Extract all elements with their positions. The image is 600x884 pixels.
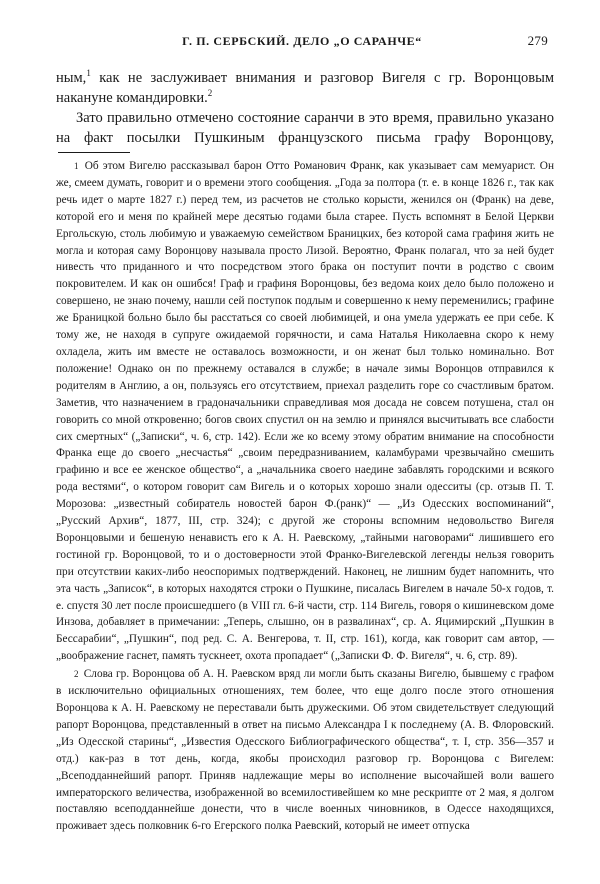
footnote-1-text: Об этом Вигелю рассказывал барон Отто Романович Франк, как указывает сам мемуарист. Он же, смеем думать, говорит и о времени этого сообщения. „Года за полтора (т. е. в конце 1826 г., так как речь идет о марте 1827 г.) перед тем, из расчетов не столько корысти, женился он (Франк) на деве, которой его и меня по крайней мере десятью годами была старее. Пусть вспомнят в Белой Церкви Ергольскую, столь любимую и уважаемую семейством Браницких, без которой сама графиня жить не могла и которая саму Воронцову называла просто Лизой. Вероятно, Франк полагал, что за ней будет нивесть что приданного и что посредством этого брака он поступит почти в родство с своим покровителем. И как он ошибся! Граф и графиня Воронцовы, без ведома коих дело было положено и совершено, не знаю почему, нашли сей поступок подлым и совершенно к нему переменились; графине же Браницкой больно было бы расстаться со своей любимицей, и она умела удержать ее при себе. К тому же, не находя в супруге ожидаемой горячности, и сама Наталья Николаевна скоро к нему охладела, жить им вместе не оставалось возможности, и он женат был только номинально. Вот положение! Однако он по прежнему оставался в службе; в начале зимы Воронцов отправился к родителям в Англию, а он, пользуясь его отсутствием, приехал разделить горе со счастливым братом. Заметив, что назначением в градоначальники справедливая моя досада не совсем потушена, стал он говорить со мной откровенно; богов своих спустил он на землю и принялся высчитывать все слабости сих смертных“ („Записки“, ч. 6, стр. 142). Если же ко всему этому обратим внимание на способности Франка еще до своего „несчастья“ „своим передразниванием, каламбурами чрезвычайно смешить графиню и все ее женское общество“, а „начальника своего наедине забавлять городскими и всякого рода вестями“, о котором говорит сам Вигель и о которых хорошо знали одесситы (ср. отзыв П. Т. Морозова: „известный собиратель новостей барон Ф.(ранк)“ — „Из Одесских воспоминаний“, „Русский Архив“, 1877, III, стр. 324); с другой же стороны вспомним недовольство Вигеля Воронцовыми и бешеную ненависть его к А. Н. Раевскому, „тайными наговорами“ лишившего его гостиной гр. Воронцовой, то и о достоверности этой Франко-Вигелевской легенды нельзя говорить при отсутствии каких-либо неоспоримых подтверждений. Наконец, не лишним будет напомнить, что эта часть „Записок“, в которых находятся строки о Пушкине, писалась Вигелем в начале 50-х годов, т. е. спустя 30 лет после происшедшего (в VIII гл. 6-й части, стр. 114 Вигель, говоря о кишиневском доме Инзова, добавляет в примечании: „Теперь, слышно, он в развалинах“, ср. А. Яцимирский „Пушкин в Бессарабии“, „Пушкин“, под ред. С. А. Венгерова, т. II, стр. 161), когда, как говорит сам автор, — „воображение гаснет, память тускнеет, охота пропадает“ („Записки Ф. Ф. Вигеля“, ч. 6, стр. 89). <box>56 160 554 663</box>
page-header <box>56 34 548 50</box>
running-head: Г. П. СЕРБСКИЙ. ДЕЛО „О САРАНЧЕ“ <box>182 34 422 48</box>
footnote-2-mark: 2 <box>74 669 79 680</box>
footnote-2-text: Слова гр. Воронцова об А. Н. Раевском вряд ли могли быть сказаны Вигелю, бывшему с графом в исключительно официальных отношениях, тем более, что еще долго после этого отношения Воронцова к А. Н. Раевскому не переставали быть дружескими. Об этом свидетельствует следующий рапорт Воронцова, представленный в ответ на письмо Александра I к последнему (А. В. Флоровский. „Из Одесской старины“, „Известия Одесского Библиографического общества“, т. I, стр. 356—357 и отд.) как-раз в тот день, когда, якобы происходил разговор гр. Воронцова с Вигелем: „Всеподданнейший рапорт. Приняв надлежащие меры во исполнение высочайшей воли вашего императорского величества, изображенной во всемилостивейшем ко мне рескрипте от 2 мая, я долгом поставляю всеподданнейше донести, что в числе военных чиновников, в Одессе находящихся, проживает здесь полковник 6-го Егерского полка Раевский, который не имеет отпуска <box>56 668 554 833</box>
body-line-1-start: ным, <box>56 70 87 86</box>
footnote-1 <box>56 158 554 665</box>
footnote-2 <box>56 666 554 835</box>
footnote-ref-2: 2 <box>207 88 213 99</box>
main-text <box>56 68 554 148</box>
footnote-ref-1: 1 <box>86 68 91 79</box>
body-line-2 <box>56 88 554 108</box>
page-number: 279 <box>527 33 548 48</box>
body-line-1 <box>56 68 554 88</box>
footnotes <box>56 158 554 835</box>
body-line-1-rest: как не заслуживает внимания и разговор Вигеля с гр. Воронцовым <box>90 70 554 86</box>
footnote-1-mark: 1 <box>74 161 79 171</box>
footnote-separator <box>58 152 130 153</box>
body-line-2-text: накануне командировки. <box>56 90 208 106</box>
body-paragraph-2: Зато правильно отмечено состояние саранчи в это время, правильно указано на факт посылки Пушкиным французского письма графу Воронцову, <box>56 110 554 146</box>
